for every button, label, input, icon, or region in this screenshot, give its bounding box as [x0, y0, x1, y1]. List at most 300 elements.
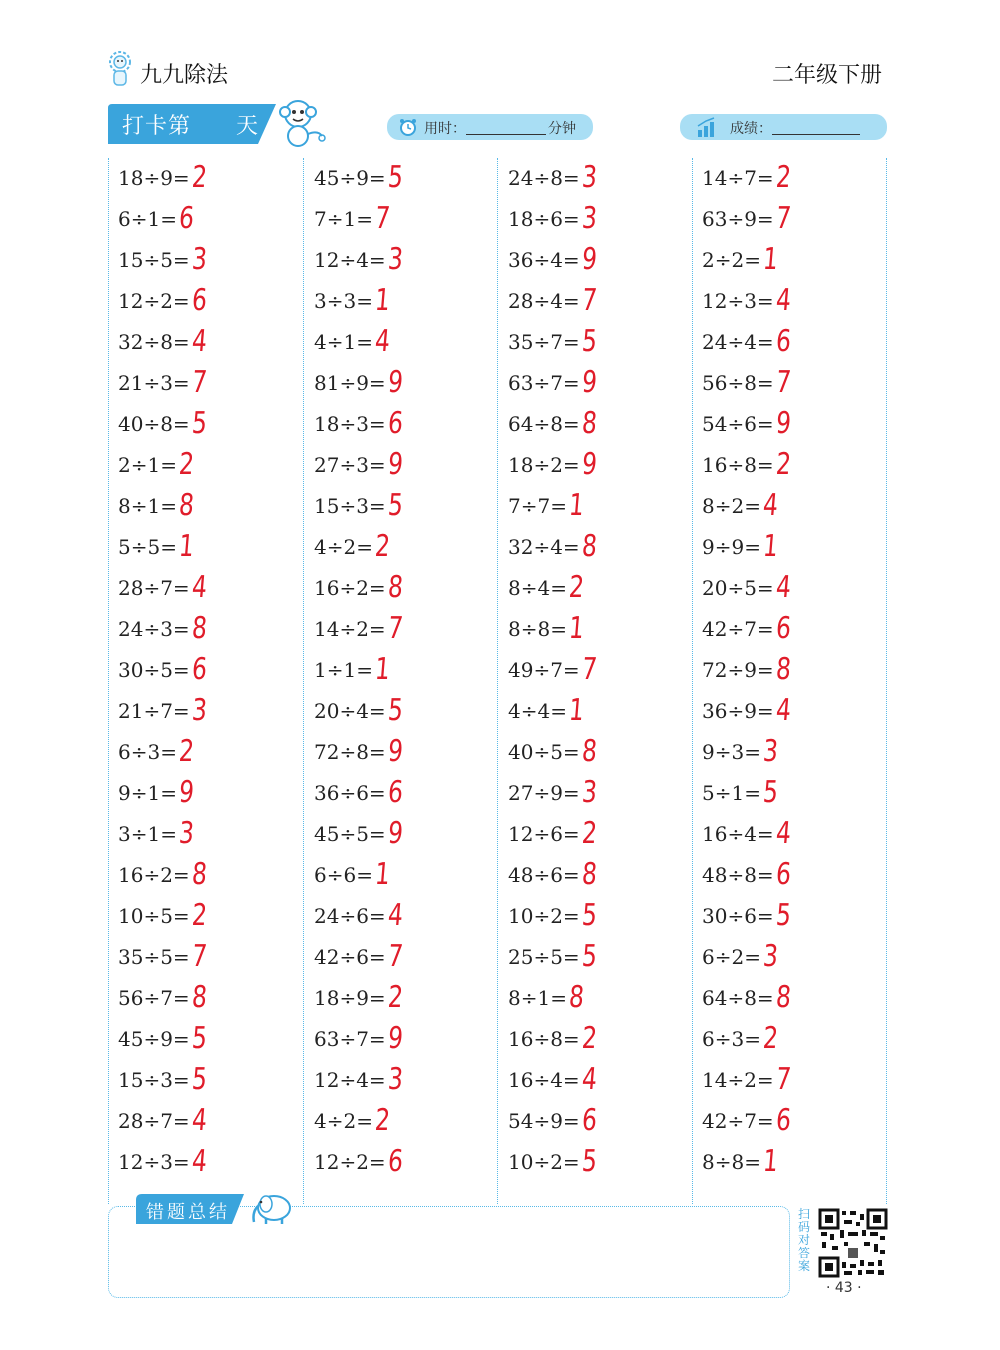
handwritten-answer[interactable]: 2: [190, 898, 209, 933]
problem-row: [314, 937, 494, 977]
handwritten-answer[interactable]: 2: [373, 529, 392, 564]
problem-expression: 81÷9=: [314, 371, 386, 395]
problem-row: [118, 896, 298, 936]
handwritten-answer[interactable]: 5: [774, 898, 793, 933]
time-blank[interactable]: [466, 134, 546, 135]
problem-expression: 12÷4=: [314, 1068, 386, 1092]
problem-row: [118, 937, 298, 977]
problem-row: [702, 445, 882, 485]
problem-expression: 49÷7=: [508, 658, 580, 682]
problem-row: [508, 568, 688, 608]
problem-row: [702, 978, 882, 1018]
handwritten-answer[interactable]: 2: [774, 160, 793, 195]
handwritten-answer[interactable]: 1: [761, 242, 780, 277]
handwritten-answer[interactable]: 5: [386, 160, 405, 195]
problem-expression: 1÷1=: [314, 658, 373, 682]
handwritten-answer[interactable]: 2: [761, 1021, 780, 1056]
handwritten-answer[interactable]: 8: [177, 488, 196, 523]
problem-expression: 32÷4=: [508, 535, 580, 559]
problem-expression: 45÷5=: [314, 822, 386, 846]
problem-expression: 30÷6=: [702, 904, 774, 928]
problem-row: [118, 322, 298, 362]
problem-row: [702, 855, 882, 895]
elephant-icon: [248, 1188, 296, 1226]
problem-expression: 9÷1=: [118, 781, 177, 805]
problem-row: [314, 404, 494, 444]
problem-row: [702, 199, 882, 239]
problem-row: [508, 1101, 688, 1141]
problem-row: [702, 404, 882, 444]
problem-row: [702, 1142, 882, 1182]
monkey-mascot-icon: [276, 96, 326, 148]
handwritten-answer[interactable]: 6: [386, 1144, 405, 1179]
handwritten-answer[interactable]: 9: [774, 406, 793, 441]
handwritten-answer[interactable]: 3: [190, 242, 209, 277]
problem-row: [314, 609, 494, 649]
problem-row: [508, 363, 688, 403]
problem-expression: 64÷8=: [702, 986, 774, 1010]
handwritten-answer[interactable]: 8: [567, 980, 586, 1015]
problem-row: [314, 158, 494, 198]
handwritten-answer[interactable]: 4: [774, 283, 793, 318]
scan-answer-label: 扫码对答案: [798, 1207, 811, 1273]
problem-expression: 56÷7=: [118, 986, 190, 1010]
problem-row: [702, 896, 882, 936]
problem-row: [314, 363, 494, 403]
problem-expression: 56÷8=: [702, 371, 774, 395]
grid-line-left: [108, 158, 109, 1204]
handwritten-answer[interactable]: 9: [386, 1021, 405, 1056]
problem-expression: 30÷5=: [118, 658, 190, 682]
handwritten-answer[interactable]: 2: [580, 816, 599, 851]
problem-expression: 18÷2=: [508, 453, 580, 477]
problem-row: [314, 281, 494, 321]
problem-row: [508, 281, 688, 321]
problem-row: [314, 1101, 494, 1141]
summary-label: 错题总结: [146, 1202, 230, 1223]
problem-expression: 12÷6=: [508, 822, 580, 846]
problem-expression: 10÷2=: [508, 1150, 580, 1174]
problem-expression: 25÷5=: [508, 945, 580, 969]
problem-row: [702, 363, 882, 403]
handwritten-answer[interactable]: 2: [386, 980, 405, 1015]
problem-expression: 54÷9=: [508, 1109, 580, 1133]
problem-row: [118, 609, 298, 649]
problem-expression: 24÷8=: [508, 166, 580, 190]
handwritten-answer[interactable]: 1: [373, 652, 392, 687]
handwritten-answer[interactable]: 3: [190, 693, 209, 728]
problem-expression: 6÷3=: [702, 1027, 761, 1051]
problem-expression: 21÷7=: [118, 699, 190, 723]
handwritten-answer[interactable]: 3: [761, 939, 780, 974]
handwritten-answer[interactable]: 1: [177, 529, 196, 564]
handwritten-answer[interactable]: 8: [386, 570, 405, 605]
handwritten-answer[interactable]: 6: [177, 201, 196, 236]
handwritten-answer[interactable]: 4: [386, 898, 405, 933]
problem-expression: 48÷6=: [508, 863, 580, 887]
handwritten-answer[interactable]: 4: [774, 693, 793, 728]
qr-code-icon[interactable]: [818, 1208, 888, 1278]
handwritten-answer[interactable]: 6: [774, 857, 793, 892]
handwritten-answer[interactable]: 8: [580, 857, 599, 892]
handwritten-answer[interactable]: 6: [580, 1103, 599, 1138]
handwritten-answer[interactable]: 4: [190, 324, 209, 359]
problem-expression: 36÷4=: [508, 248, 580, 272]
handwritten-answer[interactable]: 7: [774, 365, 793, 400]
problem-row: [508, 937, 688, 977]
problem-expression: 14÷2=: [314, 617, 386, 641]
problem-expression: 6÷2=: [702, 945, 761, 969]
problem-row: [314, 568, 494, 608]
score-blank[interactable]: [772, 134, 860, 135]
handwritten-answer[interactable]: 7: [580, 652, 599, 687]
problem-row: [118, 1019, 298, 1059]
problem-expression: 35÷5=: [118, 945, 190, 969]
problem-row: [508, 773, 688, 813]
problem-expression: 12÷3=: [702, 289, 774, 313]
grid-line-1: [303, 158, 304, 1204]
problem-expression: 3÷1=: [118, 822, 177, 846]
handwritten-answer[interactable]: 7: [774, 1062, 793, 1097]
problem-expression: 72÷9=: [702, 658, 774, 682]
handwritten-answer[interactable]: 5: [386, 693, 405, 728]
checkin-day-suffix: 天: [236, 114, 259, 139]
handwritten-answer[interactable]: 6: [190, 283, 209, 318]
problem-row: [314, 773, 494, 813]
handwritten-answer[interactable]: 5: [580, 1144, 599, 1179]
handwritten-answer[interactable]: 1: [567, 611, 586, 646]
problem-expression: 8÷1=: [118, 494, 177, 518]
problem-expression: 18÷9=: [314, 986, 386, 1010]
problem-row: [314, 486, 494, 526]
handwritten-answer[interactable]: 7: [580, 283, 599, 318]
problem-expression: 6÷3=: [118, 740, 177, 764]
problem-row: [118, 1101, 298, 1141]
problem-expression: 18÷9=: [118, 166, 190, 190]
problem-expression: 4÷2=: [314, 1109, 373, 1133]
problem-expression: 48÷8=: [702, 863, 774, 887]
problem-expression: 6÷6=: [314, 863, 373, 887]
problem-row: [314, 527, 494, 567]
handwritten-answer[interactable]: 6: [774, 1103, 793, 1138]
handwritten-answer[interactable]: 3: [177, 816, 196, 851]
problem-row: [508, 1060, 688, 1100]
handwritten-answer[interactable]: 7: [190, 939, 209, 974]
problem-row: [508, 1019, 688, 1059]
problem-row: [118, 855, 298, 895]
handwritten-answer[interactable]: 1: [567, 693, 586, 728]
problem-expression: 12÷3=: [118, 1150, 190, 1174]
handwritten-answer[interactable]: 5: [190, 406, 209, 441]
handwritten-answer[interactable]: 3: [580, 775, 599, 810]
problem-expression: 8÷1=: [508, 986, 567, 1010]
problem-expression: 42÷6=: [314, 945, 386, 969]
handwritten-answer[interactable]: 3: [761, 734, 780, 769]
grade-label: 二年级下册: [771, 63, 882, 88]
problem-row: [702, 1019, 882, 1059]
problem-row: [118, 281, 298, 321]
problem-row: [314, 732, 494, 772]
problem-expression: 28÷7=: [118, 576, 190, 600]
problem-expression: 8÷8=: [508, 617, 567, 641]
handwritten-answer[interactable]: 4: [190, 1144, 209, 1179]
problem-row: [702, 937, 882, 977]
handwritten-answer[interactable]: 3: [580, 160, 599, 195]
handwritten-answer[interactable]: 8: [774, 980, 793, 1015]
problem-row: [508, 609, 688, 649]
problem-expression: 63÷7=: [314, 1027, 386, 1051]
problem-expression: 12÷2=: [314, 1150, 386, 1174]
problem-expression: 42÷7=: [702, 1109, 774, 1133]
problem-row: [702, 486, 882, 526]
problem-row: [508, 1142, 688, 1182]
handwritten-answer[interactable]: 6: [774, 324, 793, 359]
problem-row: [508, 158, 688, 198]
handwritten-answer[interactable]: 9: [580, 242, 599, 277]
handwritten-answer[interactable]: 2: [190, 160, 209, 195]
problem-expression: 36÷6=: [314, 781, 386, 805]
handwritten-answer[interactable]: 9: [580, 447, 599, 482]
problem-expression: 18÷3=: [314, 412, 386, 436]
problem-expression: 3÷3=: [314, 289, 373, 313]
handwritten-answer[interactable]: 8: [774, 652, 793, 687]
problem-row: [118, 1142, 298, 1182]
problem-expression: 7÷7=: [508, 494, 567, 518]
problem-expression: 36÷9=: [702, 699, 774, 723]
problem-row: [702, 1101, 882, 1141]
problem-expression: 24÷6=: [314, 904, 386, 928]
problem-row: [314, 322, 494, 362]
problem-row: [314, 1019, 494, 1059]
problem-row: [314, 1060, 494, 1100]
problem-row: [702, 732, 882, 772]
problem-expression: 42÷7=: [702, 617, 774, 641]
problem-expression: 7÷1=: [314, 207, 373, 231]
handwritten-answer[interactable]: 4: [774, 816, 793, 851]
problem-expression: 27÷3=: [314, 453, 386, 477]
handwritten-answer[interactable]: 4: [373, 324, 392, 359]
problem-row: [508, 486, 688, 526]
problem-row: [702, 814, 882, 854]
problem-expression: 16÷2=: [314, 576, 386, 600]
handwritten-answer[interactable]: 7: [373, 201, 392, 236]
problem-row: [118, 486, 298, 526]
problem-row: [118, 691, 298, 731]
handwritten-answer[interactable]: 9: [386, 734, 405, 769]
time-unit: 分钟: [548, 121, 576, 137]
handwritten-answer[interactable]: 4: [774, 570, 793, 605]
handwritten-answer[interactable]: 6: [386, 775, 405, 810]
handwritten-answer[interactable]: 1: [761, 1144, 780, 1179]
problem-row: [118, 363, 298, 403]
handwritten-answer[interactable]: 5: [580, 898, 599, 933]
problem-expression: 45÷9=: [314, 166, 386, 190]
problem-row: [702, 527, 882, 567]
handwritten-answer[interactable]: 1: [761, 529, 780, 564]
handwritten-answer[interactable]: 4: [580, 1062, 599, 1097]
problem-expression: 18÷6=: [508, 207, 580, 231]
problem-row: [702, 158, 882, 198]
handwritten-answer[interactable]: 2: [177, 447, 196, 482]
handwritten-answer[interactable]: 2: [567, 570, 586, 605]
problem-expression: 12÷4=: [314, 248, 386, 272]
handwritten-answer[interactable]: 1: [373, 857, 392, 892]
problem-row: [118, 773, 298, 813]
handwritten-answer[interactable]: 2: [373, 1103, 392, 1138]
checkin-label: 打卡第: [122, 114, 192, 139]
problem-expression: 16÷8=: [702, 453, 774, 477]
handwritten-answer[interactable]: 9: [386, 447, 405, 482]
problem-row: [118, 568, 298, 608]
problem-row: [118, 445, 298, 485]
problem-expression: 45÷9=: [118, 1027, 190, 1051]
handwritten-answer[interactable]: 9: [580, 365, 599, 400]
handwritten-answer[interactable]: 8: [190, 980, 209, 1015]
problem-row: [314, 240, 494, 280]
problem-expression: 12÷2=: [118, 289, 190, 313]
problem-row: [508, 691, 688, 731]
handwritten-answer[interactable]: 1: [373, 283, 392, 318]
problem-expression: 24÷4=: [702, 330, 774, 354]
problem-row: [508, 896, 688, 936]
problem-row: [314, 199, 494, 239]
handwritten-answer[interactable]: 8: [580, 734, 599, 769]
problem-row: [118, 650, 298, 690]
handwritten-answer[interactable]: 7: [190, 365, 209, 400]
handwritten-answer[interactable]: 4: [190, 1103, 209, 1138]
problem-expression: 16÷2=: [118, 863, 190, 887]
problem-expression: 6÷1=: [118, 207, 177, 231]
handwritten-answer[interactable]: 6: [774, 611, 793, 646]
problem-row: [314, 855, 494, 895]
problem-expression: 4÷1=: [314, 330, 373, 354]
problem-expression: 20÷4=: [314, 699, 386, 723]
problem-row: [118, 404, 298, 444]
handwritten-answer[interactable]: 7: [386, 939, 405, 974]
problem-row: [702, 1060, 882, 1100]
problem-row: [508, 445, 688, 485]
handwritten-answer[interactable]: 5: [580, 324, 599, 359]
handwritten-answer[interactable]: 7: [386, 611, 405, 646]
handwritten-answer[interactable]: 4: [761, 488, 780, 523]
handwritten-answer[interactable]: 7: [774, 201, 793, 236]
problem-expression: 14÷7=: [702, 166, 774, 190]
handwritten-answer[interactable]: 9: [177, 775, 196, 810]
problem-expression: 8÷2=: [702, 494, 761, 518]
problem-expression: 15÷3=: [314, 494, 386, 518]
time-label: 用时：: [424, 121, 466, 137]
problem-expression: 4÷4=: [508, 699, 567, 723]
problem-row: [508, 978, 688, 1018]
handwritten-answer[interactable]: 5: [580, 939, 599, 974]
problem-expression: 14÷2=: [702, 1068, 774, 1092]
problem-expression: 20÷5=: [702, 576, 774, 600]
handwritten-answer[interactable]: 1: [567, 488, 586, 523]
problem-expression: 16÷8=: [508, 1027, 580, 1051]
handwritten-answer[interactable]: 8: [580, 406, 599, 441]
problem-expression: 54÷6=: [702, 412, 774, 436]
problem-expression: 9÷9=: [702, 535, 761, 559]
problem-row: [118, 814, 298, 854]
problem-expression: 24÷3=: [118, 617, 190, 641]
problem-expression: 5÷5=: [118, 535, 177, 559]
handwritten-answer[interactable]: 9: [386, 365, 405, 400]
problem-expression: 10÷2=: [508, 904, 580, 928]
problem-row: [508, 855, 688, 895]
problem-expression: 63÷7=: [508, 371, 580, 395]
problem-expression: 10÷5=: [118, 904, 190, 928]
chapter-title: 九九除法: [140, 63, 229, 88]
problem-row: [314, 650, 494, 690]
problem-row: [508, 240, 688, 280]
problem-row: [118, 732, 298, 772]
problem-expression: 5÷1=: [702, 781, 761, 805]
problem-row: [702, 240, 882, 280]
handwritten-answer[interactable]: 9: [386, 816, 405, 851]
problem-row: [118, 527, 298, 567]
problem-row: [508, 527, 688, 567]
problem-expression: 2÷2=: [702, 248, 761, 272]
problem-row: [118, 978, 298, 1018]
problem-row: [508, 650, 688, 690]
problem-row: [702, 568, 882, 608]
handwritten-answer[interactable]: 3: [386, 242, 405, 277]
handwritten-answer[interactable]: 5: [386, 488, 405, 523]
handwritten-answer[interactable]: 6: [190, 652, 209, 687]
problem-expression: 8÷8=: [702, 1150, 761, 1174]
problem-row: [314, 445, 494, 485]
problem-expression: 16÷4=: [702, 822, 774, 846]
handwritten-answer[interactable]: 5: [190, 1021, 209, 1056]
handwritten-answer[interactable]: 2: [774, 447, 793, 482]
problem-expression: 8÷4=: [508, 576, 567, 600]
problem-expression: 21÷3=: [118, 371, 190, 395]
problem-row: [702, 281, 882, 321]
handwritten-answer[interactable]: 3: [580, 201, 599, 236]
problem-row: [118, 199, 298, 239]
page-number: · 43 ·: [826, 1280, 862, 1296]
problem-row: [702, 650, 882, 690]
problem-expression: 40÷8=: [118, 412, 190, 436]
problem-expression: 35÷7=: [508, 330, 580, 354]
handwritten-answer[interactable]: 5: [190, 1062, 209, 1097]
handwritten-answer[interactable]: 8: [190, 611, 209, 646]
problem-row: [508, 322, 688, 362]
handwritten-answer[interactable]: 2: [177, 734, 196, 769]
handwritten-answer[interactable]: 6: [386, 406, 405, 441]
problem-row: [508, 199, 688, 239]
problem-expression: 2÷1=: [118, 453, 177, 477]
grid-line-2: [497, 158, 498, 1204]
problem-row: [118, 240, 298, 280]
bar-chart-icon: [696, 116, 718, 138]
handwritten-answer[interactable]: 5: [761, 775, 780, 810]
problem-expression: 32÷8=: [118, 330, 190, 354]
handwritten-answer[interactable]: 4: [190, 570, 209, 605]
handwritten-answer[interactable]: 3: [386, 1062, 405, 1097]
problem-expression: 63÷9=: [702, 207, 774, 231]
handwritten-answer[interactable]: 2: [580, 1021, 599, 1056]
handwritten-answer[interactable]: 8: [580, 529, 599, 564]
problem-row: [314, 814, 494, 854]
problem-expression: 64÷8=: [508, 412, 580, 436]
handwritten-answer[interactable]: 8: [190, 857, 209, 892]
problem-expression: 15÷5=: [118, 248, 190, 272]
problem-row: [314, 896, 494, 936]
problem-expression: 4÷2=: [314, 535, 373, 559]
alarm-clock-icon: [398, 117, 418, 137]
lion-mascot-icon: [106, 50, 134, 88]
